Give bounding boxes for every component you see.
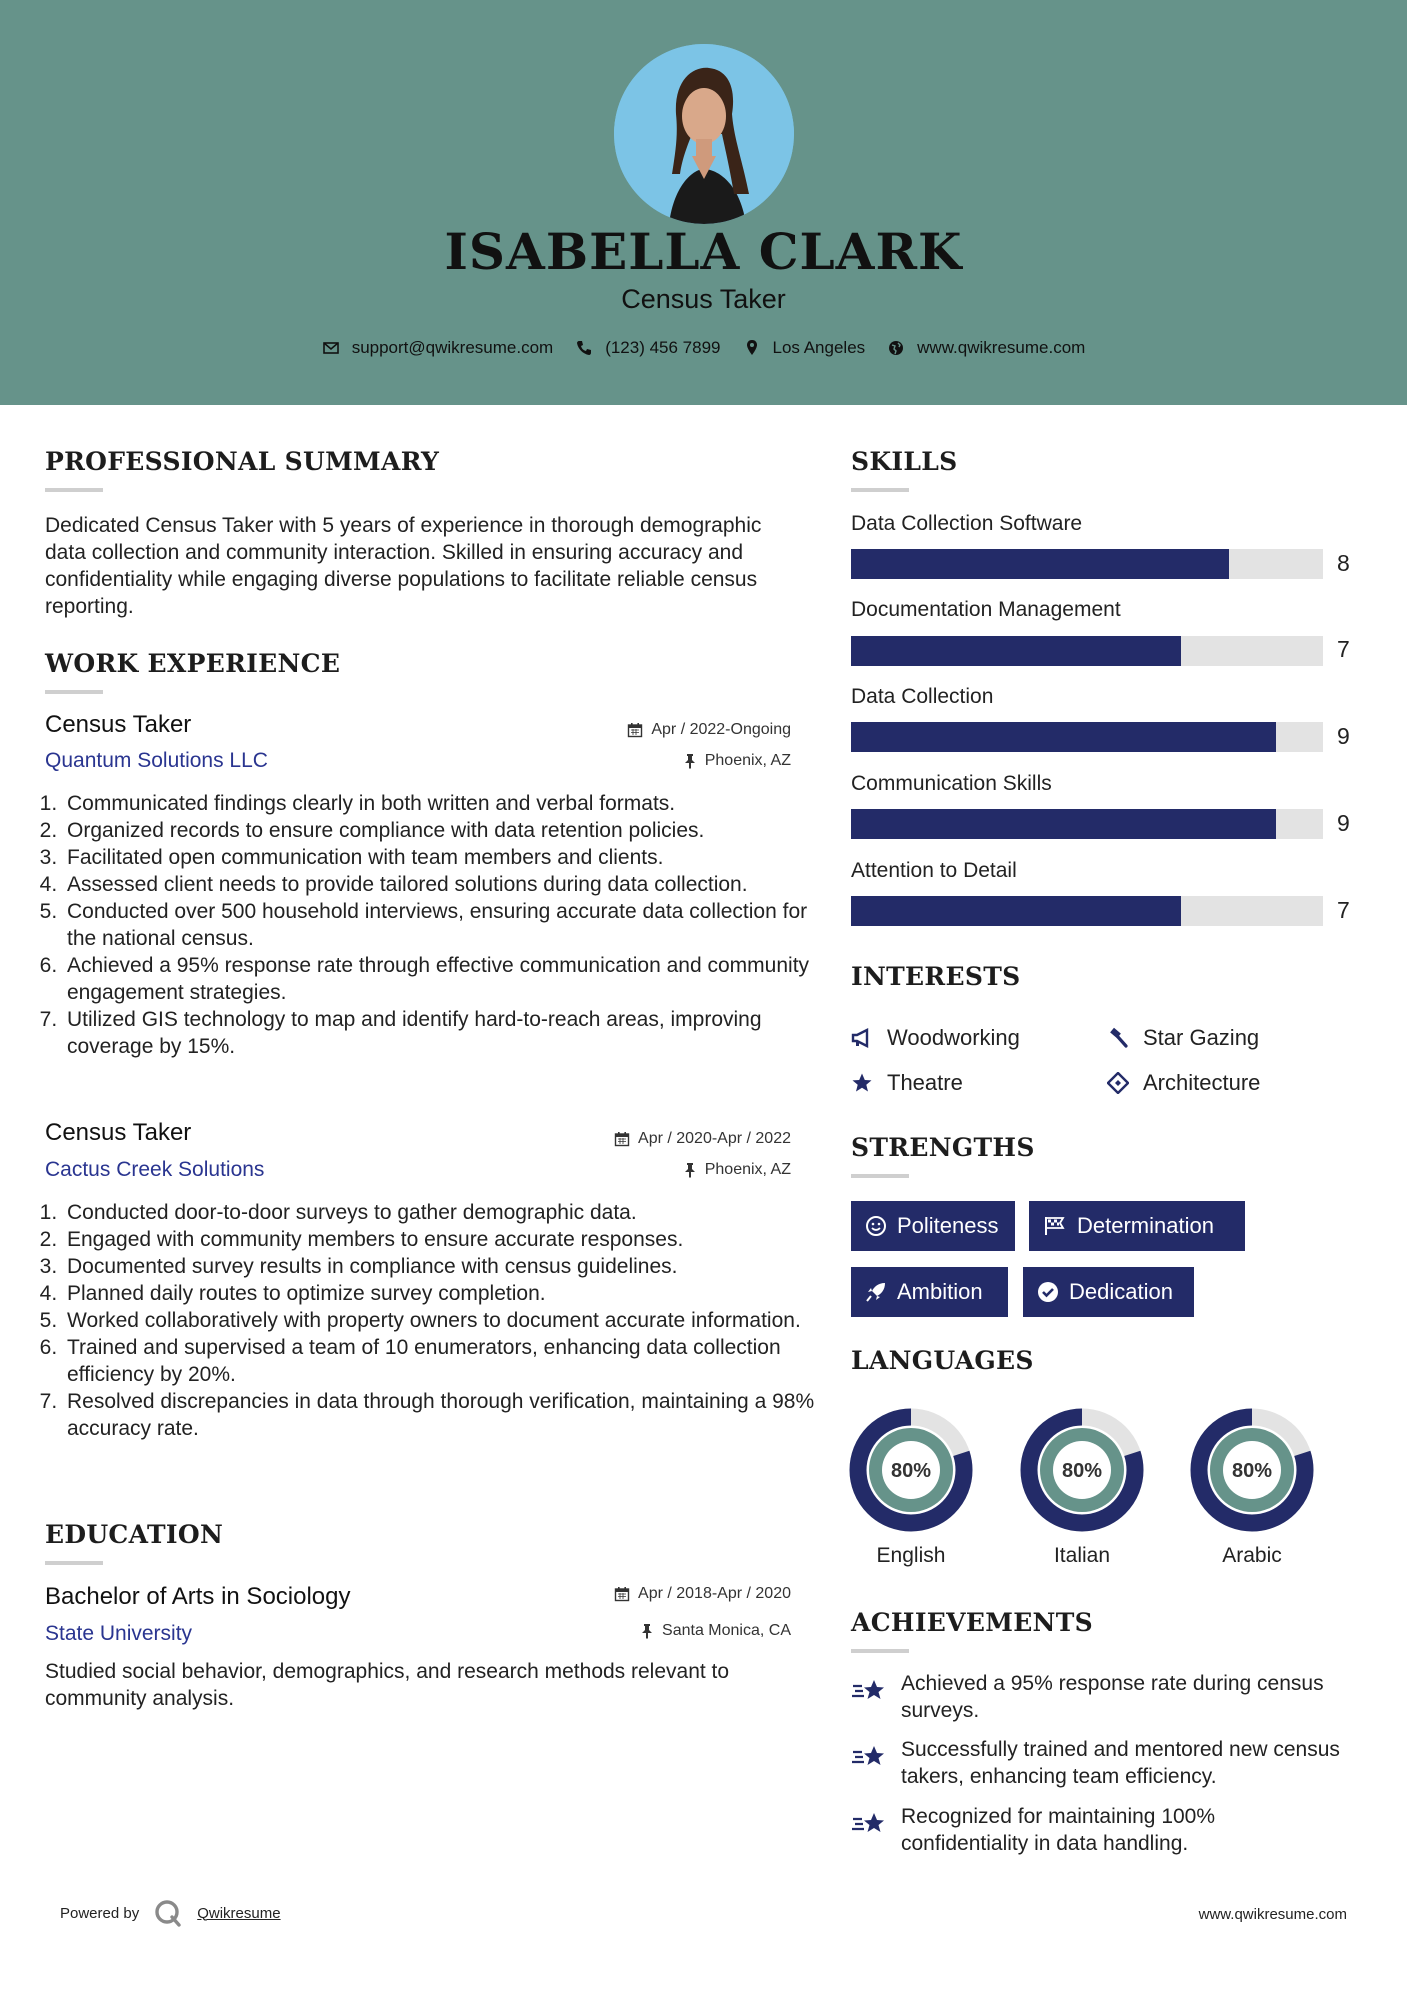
list-item: 6. Trained and supervised a team of 10 enumerators, enhancing data collection efficiency by 20%. (63, 1334, 818, 1388)
list-item: 4. Planned daily routes to optimize survey completion. (63, 1280, 818, 1307)
strength-badge (1029, 1201, 1245, 1251)
job-dates (627, 721, 791, 739)
language-ring (1190, 1408, 1314, 1532)
language-ring (849, 1408, 973, 1532)
language-label: Italian (1053, 1544, 1111, 1567)
education-description: Studied social behavior, demographics, and research methods relevant to community analysis. (45, 1660, 730, 1710)
skill-bar-fill (851, 636, 1181, 666)
list-item: 2. Engaged with community members to ensure accurate responses. (63, 1226, 818, 1253)
skills-divider (851, 488, 909, 492)
list-item: 2. Organized records to ensure compliance with data retention policies. (63, 817, 818, 844)
map-pin-icon (743, 339, 761, 357)
language-ring (1020, 1408, 1144, 1532)
interest-item (851, 1070, 963, 1096)
calendar-icon (627, 722, 643, 738)
achievements-heading: ACHIEVEMENTS (851, 1608, 1093, 1637)
skills-heading: SKILLS (851, 447, 958, 476)
interest-label: Architecture (1143, 1070, 1261, 1095)
contact-location (743, 338, 866, 358)
list-item: 6. Achieved a 95% response rate through effective communication and community engagement strategies. (63, 952, 818, 1006)
achievement-item (851, 1736, 1351, 1790)
smile-icon (865, 1215, 887, 1237)
skill-bar-fill (851, 896, 1181, 926)
interest-label: Theatre (887, 1070, 963, 1095)
job-location-text: Phoenix, AZ (704, 752, 791, 769)
skill-value: 8 (1337, 550, 1350, 576)
summary-text: Dedicated Census Taker with 5 years of experience in thorough demographic data collection and community interaction. Skilled in ensuring accuracy and confidentiality while engaging diverse populations to facilitate reliable census reporting. (45, 514, 762, 618)
shooting-star-icon (851, 1809, 887, 1839)
skill-bar (851, 896, 1323, 926)
summary-divider (45, 488, 103, 492)
avatar (614, 44, 794, 224)
globe-icon (887, 339, 905, 357)
job-location (683, 752, 791, 770)
star-icon (851, 1072, 873, 1094)
achievement-item (851, 1670, 1371, 1724)
skill-bar (851, 636, 1323, 666)
calendar-icon (614, 1586, 630, 1602)
email-text[interactable]: support@qwikresume.com (351, 338, 554, 357)
skill-label: Data Collection (851, 685, 994, 708)
education-dates (614, 1585, 791, 1603)
list-item: 5. Worked collaboratively with property owners to document accurate information. (63, 1307, 818, 1334)
pin-icon (683, 1162, 697, 1178)
phone-icon (575, 339, 593, 357)
education-divider (45, 1561, 103, 1565)
pin-icon (640, 1623, 654, 1639)
language-label: Arabic (1222, 1544, 1282, 1567)
footer-website[interactable]: www.qwikresume.com (1198, 1906, 1347, 1923)
achievements-divider (851, 1649, 909, 1653)
school-name[interactable]: State University (45, 1622, 193, 1645)
list-item: 3. Facilitated open communication with team members and clients. (63, 844, 818, 871)
list-item: 1. Communicated findings clearly in both written and verbal formats. (63, 790, 818, 817)
job-location-text: Phoenix, AZ (704, 1161, 791, 1178)
contact-email[interactable] (322, 338, 554, 358)
degree-title: Bachelor of Arts in Sociology (45, 1583, 351, 1610)
job-location (683, 1161, 791, 1179)
skill-value: 9 (1337, 810, 1350, 836)
header (0, 0, 1407, 405)
phone-text: (123) 456 7899 (605, 338, 721, 357)
education-location-text: Santa Monica, CA (662, 1622, 791, 1639)
candidate-title: Census Taker (621, 284, 786, 314)
footer-powered-by (60, 1898, 281, 1928)
candidate-name: ISABELLA CLARK (444, 222, 963, 281)
skill-bar-fill (851, 549, 1229, 579)
achievement-item (851, 1803, 1291, 1857)
gavel-icon (1107, 1027, 1129, 1049)
location-text: Los Angeles (772, 338, 866, 357)
skill-value: 7 (1337, 636, 1350, 662)
interest-item (851, 1025, 1020, 1051)
skill-value: 9 (1337, 723, 1350, 749)
flag-icon (1043, 1215, 1067, 1237)
interest-item (1107, 1070, 1260, 1096)
languages-heading: LANGUAGES (851, 1346, 1034, 1375)
education-dates-text: Apr / 2018-Apr / 2020 (638, 1585, 791, 1602)
language-percent: 80% (1061, 1460, 1103, 1482)
strength-label: Dedication (1069, 1279, 1173, 1304)
skill-bar (851, 549, 1323, 579)
strength-label: Ambition (897, 1279, 983, 1304)
ticket-icon (1107, 1072, 1129, 1094)
list-item: 3. Documented survey results in compliance with census guidelines. (63, 1253, 818, 1280)
interest-label: Woodworking (887, 1025, 1020, 1050)
contact-website[interactable] (887, 338, 1085, 358)
list-item: 4. Assessed client needs to provide tailored solutions during data collection. (63, 871, 818, 898)
achievement-text: Successfully trained and mentored new census takers, enhancing team efficiency. (901, 1738, 1340, 1788)
rocket-icon (865, 1281, 887, 1303)
education-location (640, 1622, 791, 1640)
job-title: Census Taker (45, 711, 192, 738)
achievement-text: Recognized for maintaining 100% confidentiality in data handling. (901, 1805, 1216, 1855)
strength-label: Determination (1077, 1213, 1214, 1238)
education-heading: EDUCATION (45, 1520, 224, 1549)
job-dates-text: Apr / 2020-Apr / 2022 (638, 1130, 791, 1147)
list-item: 7. Resolved discrepancies in data through thorough verification, maintaining a 98% accuracy rate. (63, 1388, 818, 1442)
strength-badge (1023, 1267, 1194, 1317)
interests-heading: INTERESTS (851, 962, 1021, 991)
skill-bar-fill (851, 809, 1276, 839)
language-percent: 80% (1231, 1460, 1273, 1482)
list-item: 5. Conducted over 500 household interviews, ensuring accurate data collection for the national census. (63, 898, 818, 952)
interest-label: Star Gazing (1143, 1025, 1260, 1050)
skill-label: Data Collection Software (851, 512, 1083, 535)
skill-label: Attention to Detail (851, 859, 1017, 882)
list-item: 1. Conducted door-to-door surveys to gather demographic data. (63, 1199, 818, 1226)
job-bullets (45, 1199, 818, 1442)
shooting-star-icon (851, 1742, 887, 1772)
experience-heading: WORK EXPERIENCE (45, 649, 341, 678)
skill-bar-fill (851, 722, 1276, 752)
strengths-heading: STRENGTHS (851, 1133, 1035, 1162)
achievement-text: Achieved a 95% response rate during census surveys. (901, 1672, 1324, 1722)
contact-phone[interactable] (575, 338, 720, 358)
strengths-divider (851, 1174, 909, 1178)
skill-bar (851, 722, 1323, 752)
calendar-icon (614, 1131, 630, 1147)
language-percent: 80% (890, 1460, 932, 1482)
skill-value: 7 (1337, 897, 1350, 923)
interest-item (1107, 1025, 1259, 1051)
skill-label: Documentation Management (851, 598, 1121, 621)
qwikresume-logo-icon (153, 1898, 183, 1928)
skill-label: Communication Skills (851, 772, 1052, 795)
company-name[interactable]: Cactus Creek Solutions (45, 1158, 265, 1181)
job-bullets (45, 790, 818, 1060)
strength-badge (851, 1267, 1008, 1317)
summary-heading: PROFESSIONAL SUMMARY (45, 447, 440, 476)
company-name[interactable]: Quantum Solutions LLC (45, 749, 268, 772)
skill-bar (851, 809, 1323, 839)
check-circle-icon (1037, 1281, 1059, 1303)
website-text[interactable]: www.qwikresume.com (917, 338, 1086, 357)
language-label: English (876, 1544, 946, 1567)
pin-icon (683, 753, 697, 769)
job-dates (614, 1130, 791, 1148)
shooting-star-icon (851, 1676, 887, 1706)
list-item: 7. Utilized GIS technology to map and identify hard-to-reach areas, improving coverage by 15%. (63, 1006, 818, 1060)
job-dates-text: Apr / 2022-Ongoing (651, 721, 791, 738)
experience-divider (45, 690, 103, 694)
brand-link[interactable]: Qwikresume (197, 1904, 281, 1922)
strength-badge (851, 1201, 1015, 1251)
powered-by-text: Powered by (60, 1904, 140, 1922)
contact-bar (0, 338, 1407, 358)
envelope-icon (322, 339, 340, 357)
job-title: Census Taker (45, 1119, 192, 1146)
strength-label: Politeness (897, 1213, 999, 1238)
megaphone-icon (851, 1027, 873, 1049)
